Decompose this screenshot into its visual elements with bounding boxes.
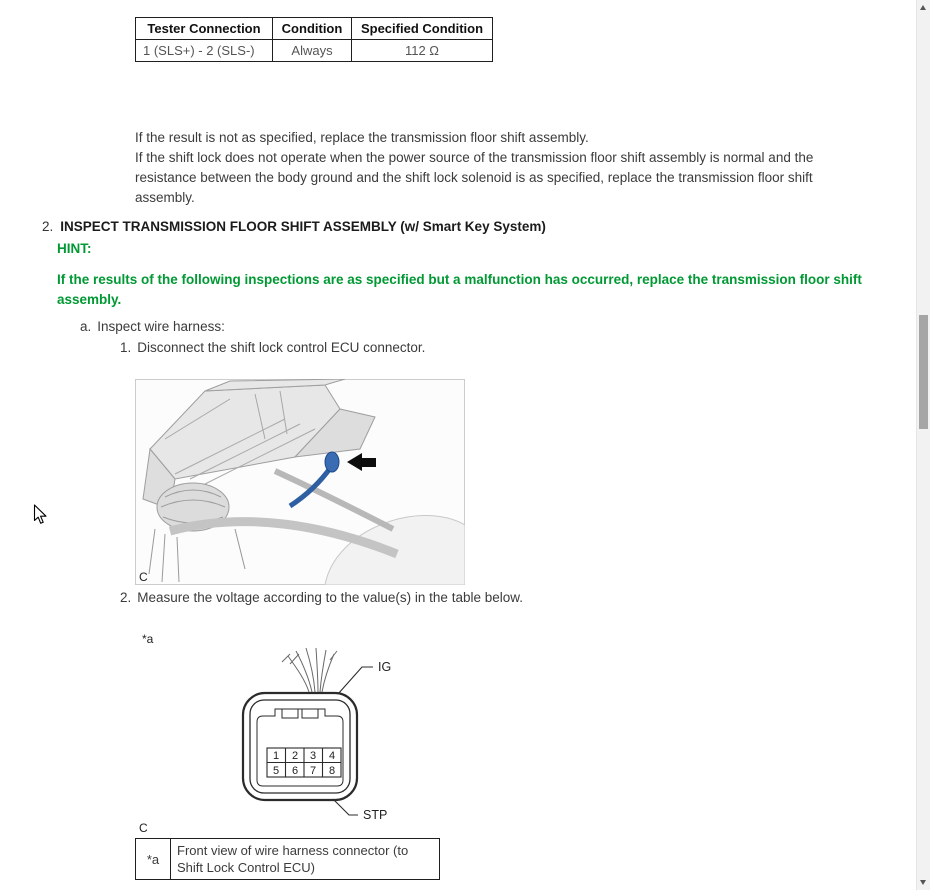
scroll-up-button[interactable]	[917, 0, 929, 15]
pin-5: 5	[272, 765, 280, 777]
connector-highlight	[325, 452, 339, 472]
spec-table-row	[136, 40, 493, 62]
substep-a	[80, 319, 225, 334]
legend-key: *a	[136, 839, 171, 880]
step2-number: 2.	[42, 219, 54, 234]
engine-illustration-svg	[135, 379, 465, 585]
substep-a-marker: a.	[80, 319, 92, 334]
spec-table-header-row	[136, 18, 493, 40]
pin-3: 3	[309, 750, 317, 762]
pin-6: 6	[291, 765, 299, 777]
legend-value: Front view of wire harness connector (to Shift Lock Control ECU)	[171, 839, 440, 880]
step2-heading	[42, 219, 546, 234]
substep-2-marker: 2.	[120, 590, 132, 605]
substep-2	[120, 590, 523, 605]
spec-header-tester-connection: Tester Connection	[136, 18, 273, 40]
callout-ig-label: IG	[378, 660, 392, 674]
spec-cell-condition: Always	[273, 40, 352, 62]
substep-1-marker: 1.	[120, 340, 132, 355]
result-note-line1: If the result is not as specified, replace the transmission floor shift assembly.	[135, 130, 589, 145]
legend-row	[136, 839, 440, 880]
substep-1-text: Disconnect the shift lock control ECU connector.	[137, 340, 426, 355]
engine-figure-corner-label: C	[139, 570, 148, 584]
step2-title: INSPECT TRANSMISSION FLOOR SHIFT ASSEMBLY (w/ Smart Key System)	[60, 219, 546, 234]
scrollbar-thumb[interactable]	[919, 315, 928, 429]
pin-8: 8	[328, 765, 336, 777]
substep-1	[120, 340, 425, 355]
pin-1: 1	[272, 750, 280, 762]
callout-stp-label: STP	[363, 808, 388, 822]
legend-table	[135, 838, 440, 880]
substep-a-text: Inspect wire harness:	[97, 319, 225, 334]
spec-cell-specified-condition: 112 Ω	[352, 40, 493, 62]
wire-bundle	[282, 648, 337, 692]
scroll-down-icon	[920, 880, 926, 885]
mouse-cursor	[33, 504, 49, 531]
cursor-arrow-icon	[33, 504, 49, 526]
substep-2-text: Measure the voltage according to the value(s) in the table below.	[137, 590, 523, 605]
spec-header-condition: Condition	[273, 18, 352, 40]
spec-cell-tester-connection: 1 (SLS+) - 2 (SLS-)	[136, 40, 273, 62]
connector-diagram	[230, 646, 410, 826]
pin-7: 7	[309, 765, 317, 777]
connector-figure-ref-label: *a	[142, 632, 154, 646]
pin-2: 2	[291, 750, 299, 762]
scroll-up-icon	[920, 5, 926, 10]
connector-diagram-svg	[230, 646, 410, 826]
pin-4: 4	[328, 750, 336, 762]
scroll-down-button[interactable]	[917, 875, 929, 890]
connector-figure-corner-label: C	[139, 821, 148, 835]
hint-label: HINT:	[57, 241, 92, 256]
spec-table	[135, 17, 493, 62]
result-note-line2: If the shift lock does not operate when the power source of the transmission floor shift assembly is normal and the resistance between the body ground and the shift lock solenoid is as specified, replace the transmission floor shift assembly.	[135, 150, 814, 205]
scrollbar[interactable]	[916, 0, 930, 890]
spec-header-specified-condition: Specified Condition	[352, 18, 493, 40]
engine-illustration	[135, 379, 465, 585]
result-notes	[135, 128, 865, 208]
hint-body: If the results of the following inspections are as specified but a malfunction has occurred, replace the transmission floor shift assembly.	[57, 272, 862, 307]
